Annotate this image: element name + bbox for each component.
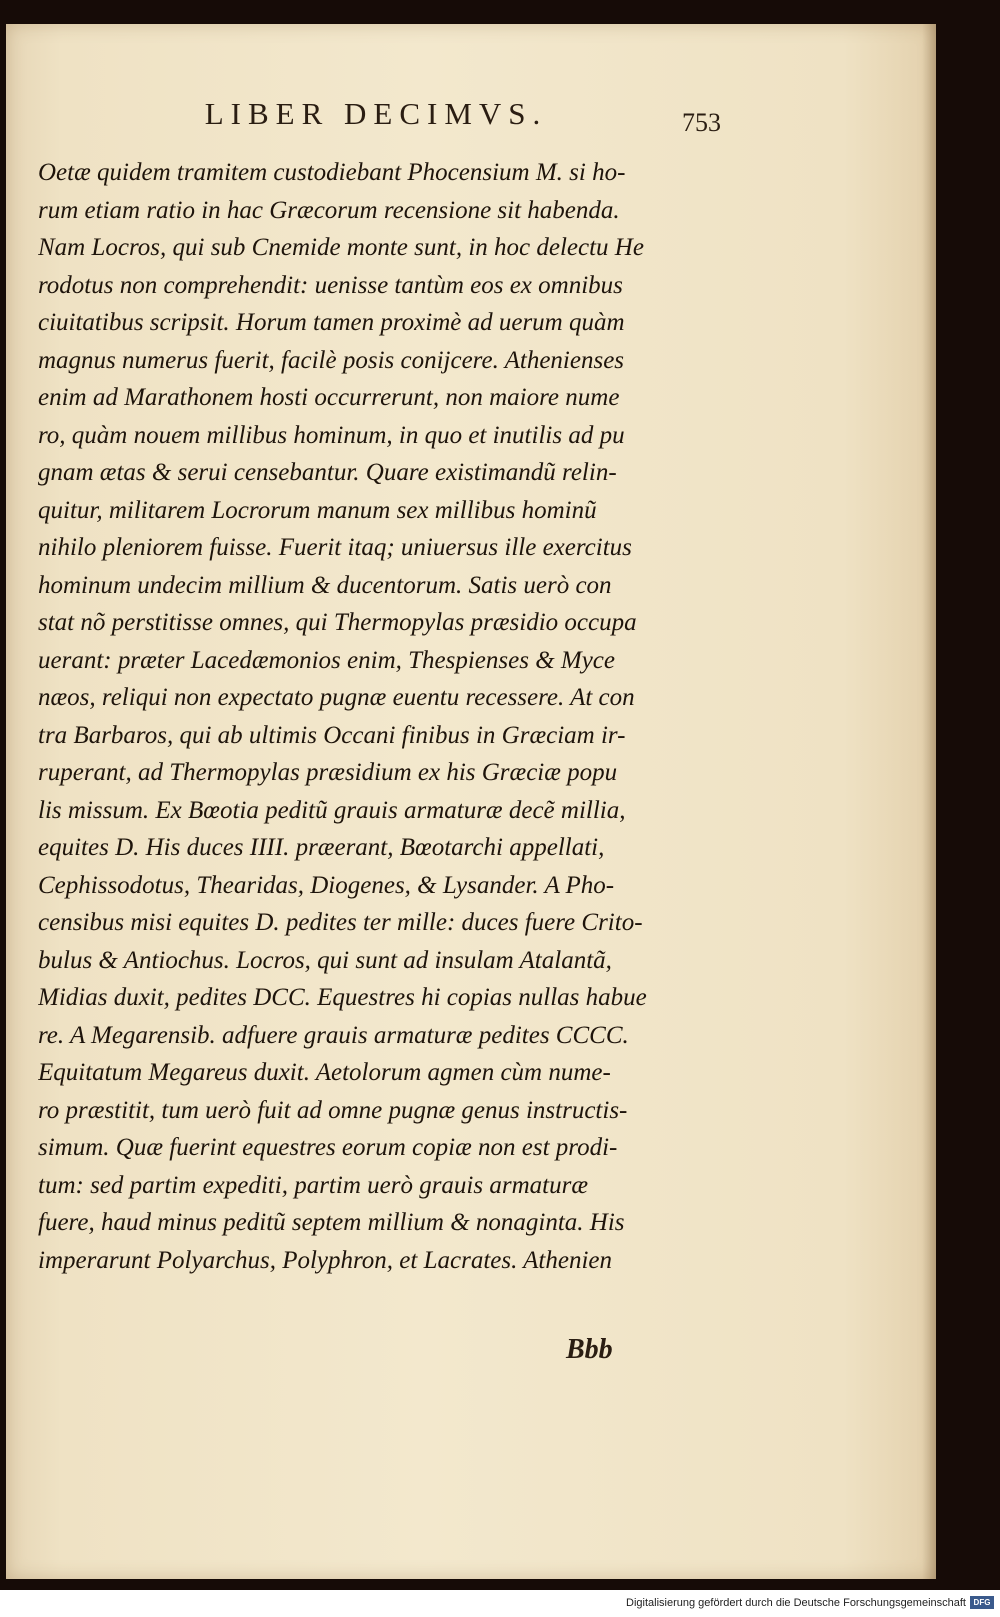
text-line: nihilo pleniorem fuisse. Fuerit itaq; uniuersus ille exercitus bbox=[38, 534, 632, 561]
footer-credit: Digitalisierung gefördert durch die Deutsche Forschungsgemeinschaft bbox=[626, 1597, 966, 1609]
running-head: LIBER DECIMVS. bbox=[204, 96, 548, 131]
text-line: ro præstitit, tum uerò fuit ad omne pugnæ genus instructis- bbox=[38, 1096, 628, 1124]
signature-mark: Bbb bbox=[566, 1334, 613, 1365]
text-line: quitur, militarem Locrorum manum sex millibus hominũ bbox=[38, 496, 597, 524]
text-line: rodotus non comprehendit: uenisse tantùm eos ex omnibus bbox=[38, 271, 623, 299]
text-line: Nam Locros, qui sub Cnemide monte sunt, in hoc delectu He bbox=[38, 234, 644, 261]
text-line: Equitatum Megareus duxit. Aetolorum agmen cùm nume- bbox=[38, 1059, 611, 1086]
text-line: magnus numerus fuerit, facilè posis conijcere. Athenienses bbox=[38, 346, 625, 374]
text-line: equites D. His duces IIII. præerant, Bœotarchi appellati, bbox=[38, 834, 605, 861]
text-line: hominum undecim millium & ducentorum. Satis uerò con bbox=[38, 571, 612, 599]
text-line: imperarunt Polyarchus, Polyphron, et Lacrates. Athenien bbox=[38, 1246, 612, 1274]
page-edge-shadow bbox=[922, 24, 936, 1579]
body-text bbox=[38, 154, 728, 1279]
text-line: ciuitatibus scripsit. Horum tamen proximè ad uerum quàm bbox=[38, 309, 625, 336]
text-line: ro, quàm nouem millibus hominum, in quo et inutilis ad pu bbox=[38, 421, 625, 449]
footer-bar bbox=[0, 1590, 1000, 1617]
text-line: Cephissodotus, Thearidas, Diogenes, & Lysander. A Pho- bbox=[38, 871, 615, 899]
text-line: bulus & Antiochus. Locros, qui sunt ad insulam Atalantã, bbox=[38, 946, 612, 974]
text-line: rum etiam ratio in hac Græcorum recensione sit habenda. bbox=[38, 196, 620, 224]
text-line: næos, reliqui non expectato pugnæ euentu recessere. At con bbox=[38, 684, 635, 711]
text-line: censibus misi equites D. pedites ter mille: duces fuere Crito- bbox=[38, 909, 643, 936]
page-number: 753 bbox=[682, 108, 721, 137]
dfg-logo-icon: DFG bbox=[970, 1596, 994, 1609]
text-line: fuere, haud minus peditũ septem millium & nonaginta. His bbox=[38, 1209, 625, 1236]
text-line: lis missum. Ex Bœotia peditũ grauis armaturæ decẽ millia, bbox=[38, 796, 626, 824]
text-line: re. A Megarensib. adfuere grauis armaturæ pedites CCCC. bbox=[38, 1021, 629, 1049]
text-line: enim ad Marathonem hosti occurrerunt, non maiore nume bbox=[38, 384, 620, 411]
text-line: tra Barbaros, qui ab ultimis Occani finibus in Græciam ir- bbox=[38, 721, 626, 749]
text-line: stat nõ perstitisse omnes, qui Thermopylas præsidio occupa bbox=[38, 609, 637, 636]
book-page bbox=[6, 24, 936, 1579]
text-line: tum: sed partim expediti, partim uerò grauis armaturæ bbox=[38, 1171, 588, 1199]
text-line: uerant: præter Lacedæmonios enim, Thespienses & Myce bbox=[38, 646, 616, 674]
text-line: ruperant, ad Thermopylas præsidium ex his Græciæ popu bbox=[38, 759, 618, 786]
text-line: Oetæ quidem tramitem custodiebant Phocensium M. si ho- bbox=[38, 159, 626, 186]
text-line: simum. Quæ fuerint equestres eorum copiæ non est prodi- bbox=[38, 1134, 618, 1161]
text-line: Midias duxit, pedites DCC. Equestres hi copias nullas habue bbox=[38, 984, 647, 1011]
text-line: gnam ætas & serui censebantur. Quare existimandũ relin- bbox=[38, 459, 617, 486]
